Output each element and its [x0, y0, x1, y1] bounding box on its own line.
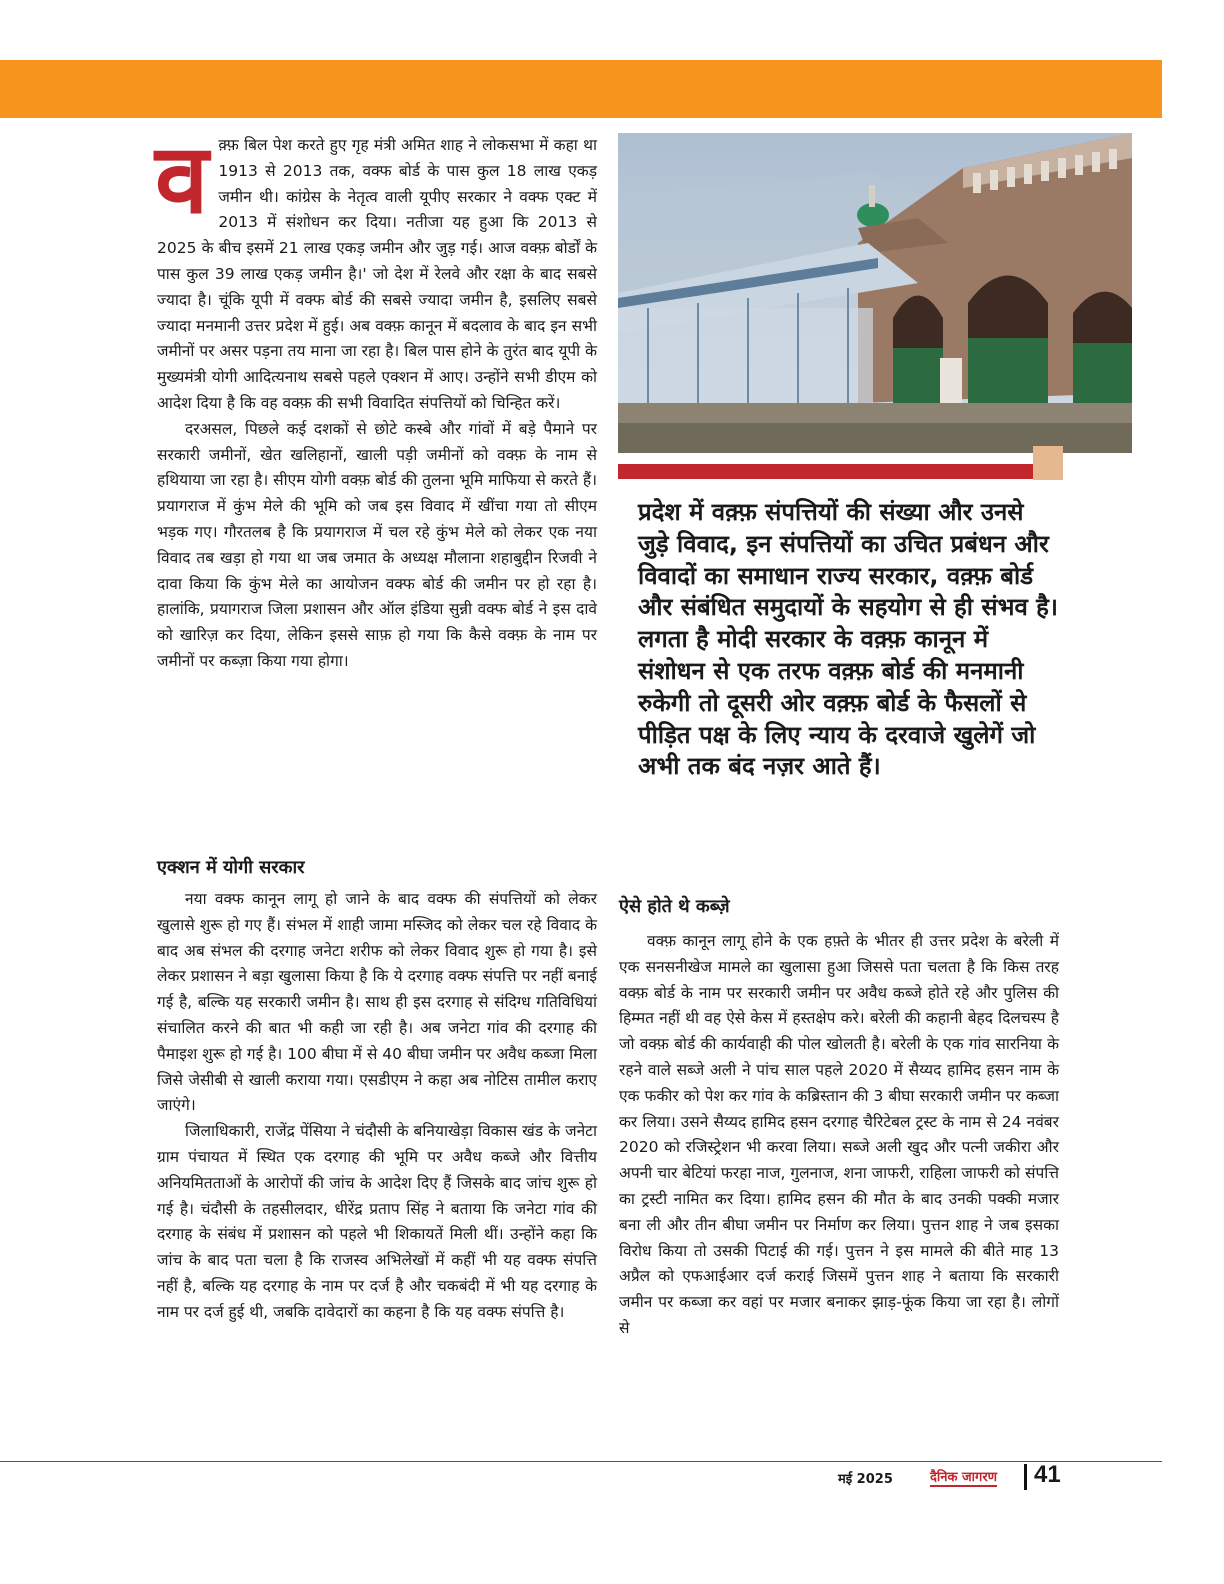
footer-date: मई 2025 [838, 1472, 893, 1487]
footer-separator [1024, 1464, 1027, 1490]
header-band [0, 60, 1162, 118]
section-action-paragraph-2: जिलाधिकारी, राजेंद्र पेंसिया ने चंदौसी के बनियाखेड़ा विकास खंड के जनेटा ग्राम पंचायत में स्थित एक दरगाह की भूमि पर अवैध कब्जे और वित्तीय अनियमितताओं के आरोपों की जांच के आदेश दिए हैं जिसके बाद जांच शुरू हो गई है। चंदौसी के तहसीलदार, धीरेंद्र प्रताप सिंह ने बताया कि जनेटा गांव की दरगाह के संबंध में प्रशासन को पहले भी शिकायतें मिली थीं। उन्होंने कहा कि जांच के बाद पता चला है कि राजस्व अभिलेखों में कहीं भी यह वक्फ संपत्ति नहीं है, बल्कि यह दरगाह के नाम पर दर्ज है और चकबंदी में भी यह दरगाह के नाम पर दर्ज हुई थी, जबकि दावेदारों का कहना है कि यह वक्फ संपत्ति है। [157, 1122, 597, 1321]
lead-text: क़्फ़ बिल पेश करते हुए गृह मंत्री अमित शाह ने लोकसभा में कहा था 1913 से 2013 तक, वक्फ बोर्ड के पास कुल 18 लाख एकड़ जमीन थी। कांग्रेस के नेतृत्व वाली यूपीए सरकार ने वक्फ एक्ट में 2013 में संशोधन कर दिया। नतीजा यह हुआ कि 2013 से 2025 के बीच इसमें 21 लाख एकड़ जमीन और जुड़ गई। आज वक्फ़ बोर्डों के पास कुल 39 लाख एकड़ जमीन है।' जो देश में रेलवे और रक्षा के बाद सबसे ज्यादा है। चूंकि यूपी में वक्फ बोर्ड की सबसे ज्यादा जमीन है, इसलिए सबसे ज्यादा मनमानी उत्तर प्रदेश में हुई। अब वक्फ़ कानून में बदलाव के बाद इन सभी जमीनों पर असर पड़ना तय माना जा रहा है। बिल पास होने के तुरंत बाद यूपी के मुख्यमंत्री योगी आदित्यनाथ सबसे पहले एक्शन में आए। उन्होंने सभी डीएम को आदेश दिया है कि वह वक्फ़ की सभी विवादित संपत्तियों को चिन्हित करें। [157, 136, 597, 412]
lead-paragraph [155, 122, 597, 417]
dargah-illustration [618, 133, 1132, 453]
photo-accent-square [1033, 446, 1063, 480]
page-number: 41 [1034, 1461, 1061, 1488]
footer-rule [0, 1461, 1162, 1462]
dargah-photo [618, 133, 1132, 453]
paragraph-2: दरअसल, पिछले कई दशकों से छोटे कस्बे और गांवों में बड़े पैमाने पर सरकारी जमीनों, खेत खलिहानों, खाली पड़ी जमीनों को वक्फ़ के नाम से हथियाया जा रहा है। सीएम योगी वक्फ़ बोर्ड की तुलना भूमि माफिया से करते हैं। प्रयागराज में कुंभ मेले की भूमि को जब इस विवाद में खींचा गया तो सीएम भड़क गए। गौरतलब है कि प्रयागराज में चल रहे कुंभ मेले को लेकर एक नया विवाद तब खड़ा हो गया था जब जमात के अध्यक्ष मौलाना शहाबुद्दीन रिजवी ने दावा किया कि कुंभ मेले का आयोजन वक्फ बोर्ड की जमीन पर हो रहा है। हालांकि, प्रयागराज जिला प्रशासन और ऑल इंडिया सुन्नी वक्फ बोर्ड ने इस दावे को खारिज़ कर दिया, लेकिन इससे साफ़ हो गया कि कैसे वक्फ़ के नाम पर जमीनों पर कब्ज़ा किया गया होगा। [157, 419, 597, 670]
section-action-paragraph-1: नया वक्फ कानून लागू हो जाने के बाद वक्फ की संपत्तियों को लेकर खुलासे शुरू हो गए हैं। संभल में शाही जामा मस्जिद को लेकर चल रहे विवाद के बाद अब संभल की दरगाह जनेटा शरीफ को लेकर विवाद शुरू हो गया है। इसे लेकर प्रशासन ने बड़ा खुलासा किया है कि ये दरगाह वक्फ संपत्ति पर नहीं बनाई गई है, बल्कि यह सरकारी जमीन है। साथ ही इस दरगाह से संदिग्ध गतिविधियां संचालित करने की बात भी कही जा रही है। अब जनेटा गांव की दरगाह की पैमाइश शुरू हो गई है। 100 बीघा में से 40 बीघा जमीन पर अवैध कब्जा मिला जिसे जेसीबी से खाली कराया गया। एसडीएम ने कहा अब नोटिस तामील कराए जाएंगे। [157, 890, 597, 1115]
section-encroachments-body [619, 929, 1059, 1342]
pull-quote: प्रदेश में वक़्फ़ संपत्तियों की संख्या और उनसे जुड़े विवाद, इन संपत्तियों का उचित प्रबंधन और विवादों का समाधान राज्य सरकार, वक़्फ़ बोर्ड और संबंधित समुदायों के सहयोग से ही संभव है। लगता है मोदी सरकार के वक़्फ़ कानून में संशोधन से एक तरफ वक़्फ़ बोर्ड की मनमानी रुकेगी तो दूसरी ओर वक़्फ़ बोर्ड के फैसलों से पीड़ित पक्ष के लिए न्याय के दरवाजे खुलेगें जो अभी तक बंद नज़र आते हैं। [638, 498, 1058, 781]
section-heading-action: एक्शन में योगी सरकार [157, 857, 305, 878]
section-encroachments-paragraph-1: वक्फ़ कानून लागू होने के एक हफ़्ते के भीतर ही उत्तर प्रदेश के बरेली में एक सनसनीखेज मामले का खुलासा हुआ जिससे पता चलता है कि किस तरह वक्फ़ बोर्ड के नाम पर सरकारी जमीन पर अवैध कब्जे होते रहे और पुलिस की हिम्मत नहीं थी वह ऐसे केस में हस्तक्षेप करे। बरेली की कहानी बेहद दिलचस्प है जो वक्फ़ बोर्ड की कार्यवाही की पोल खोलती है। बरेली के एक गांव सारनिया के रहने वाले सब्जे अली ने पांच साल पहले 2020 में सैय्यद हामिद हसन नाम के एक फकीर को पेश कर गांव के कब्रिस्तान की 3 बीघा सरकारी जमीन पर कब्जा कर लिया। उसने सैय्यद हामिद हसन दरगाह चैरिटेबल ट्रस्ट के नाम से 24 नवंबर 2020 को रजिस्ट्रेशन भी करवा लिया। सब्जे अली खुद और पत्नी जकीरा और अपनी चार बेटियां फरहा नाज, गुलनाज, शना जाफरी, राहिला जाफरी को संपत्ति का ट्रस्टी नामित कर दिया। हामिद हसन की मौत के बाद उनकी पक्की मजार बना ली और तीन बीघा जमीन पर निर्माण कर लिया। पुत्तन शाह ने जब इसका विरोध किया तो उसकी पिटाई की गई। पुत्तन ने इस मामले की बीते माह 13 अप्रैल को एफआईआर दर्ज कराई जिसमें पुत्तन शाह ने बताया कि सरकारी जमीन पर कब्जा कर वहां पर मजार बनाकर झाड़-फूंक किया जा रहा है। लोगों से [619, 932, 1059, 1337]
section-action-body [157, 887, 597, 1326]
section-heading-encroachments: ऐसे होते थे कब्ज़े [619, 896, 730, 917]
footer-magazine-name: दैनिक जागरण [930, 1467, 997, 1487]
photo-accent-bar [618, 464, 1033, 479]
drop-cap: व [155, 122, 209, 235]
article-left-column [155, 122, 597, 675]
